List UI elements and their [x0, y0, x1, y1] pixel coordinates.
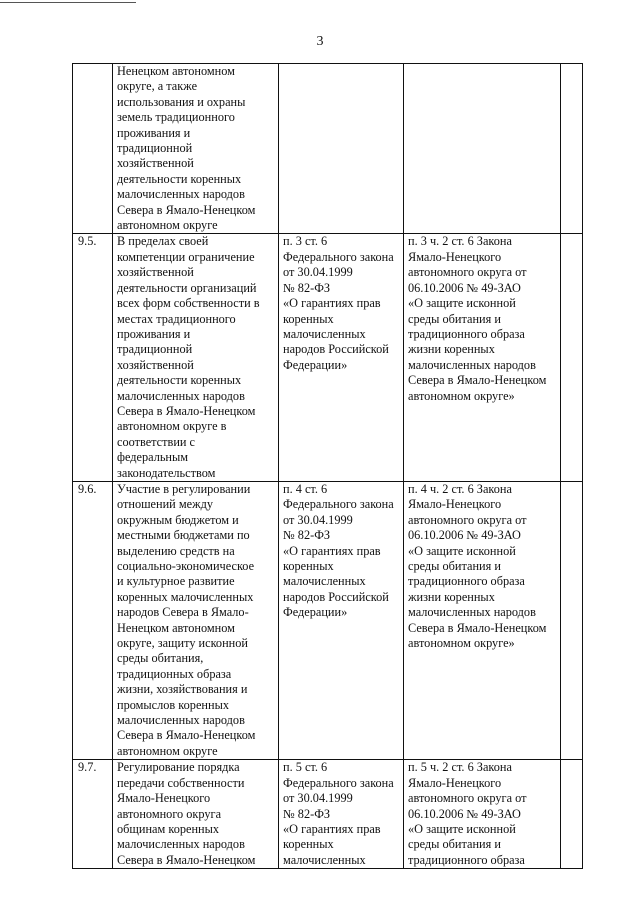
- page-number: 3: [316, 34, 324, 49]
- top-rule: [0, 2, 136, 3]
- authority-description: Участие в регулировании отношений между окружным бюджетом и местными бюджетами по выделению средств на социально-экономическое и культурное развитие коренных малочисленных народов Севера в Ямало- Ненецком автономном округе, защиту исконной среды обитания, традиционных образа жизни, хозяйствования и промыслов коренных малочисленных народов Севера в Ямало-Ненецком автономном округе: [113, 481, 279, 759]
- table-row: [73, 481, 583, 759]
- authority-description: Ненецком автономном округе, а также использования и охраны земель традиционного проживания и традиционной хозяйственной деятельности коренных малочисленных народов Севера в Ямало-Ненецком автономном округе: [113, 64, 279, 234]
- federal-law-reference: п. 3 ст. 6 Федерального закона от 30.04.1999 № 82-ФЗ «О гарантиях прав коренных малочисленных народов Российской Федерации»: [279, 234, 404, 482]
- document-table: [72, 63, 583, 869]
- table-row: [73, 760, 583, 869]
- extra-cell: [561, 64, 583, 234]
- regional-law-reference: п. 5 ч. 2 ст. 6 Закона Ямало-Ненецкого автономного округа от 06.10.2006 № 49-ЗАО «О защите исконной среды обитания и традиционного образа: [404, 760, 561, 869]
- extra-cell: [561, 234, 583, 482]
- authority-description: Регулирование порядка передачи собственности Ямало-Ненецкого автономного округа общинам коренных малочисленных народов Севера в Ямало-Ненецком: [113, 760, 279, 869]
- authority-description: В пределах своей компетенции ограничение хозяйственной деятельности организаций всех форм собственности в местах традиционного проживания и традиционной хозяйственной деятельности коренных малочисленных народов Севера в Ямало-Ненецком автономном округе в соответствии с федеральным законодательством: [113, 234, 279, 482]
- row-number: 9.5.: [73, 234, 113, 482]
- row-number: 9.6.: [73, 481, 113, 759]
- regional-law-reference: п. 4 ч. 2 ст. 6 Закона Ямало-Ненецкого автономного округа от 06.10.2006 № 49-ЗАО «О защите исконной среды обитания и традиционного образа жизни коренных малочисленных народов Севера в Ямало-Ненецком автономном округе»: [404, 481, 561, 759]
- table-row: [73, 234, 583, 482]
- row-number: [73, 64, 113, 234]
- federal-law-reference: п. 4 ст. 6 Федерального закона от 30.04.1999 № 82-ФЗ «О гарантиях прав коренных малочисленных народов Российской Федерации»: [279, 481, 404, 759]
- table-row: [73, 64, 583, 234]
- regional-law-reference: [404, 64, 561, 234]
- extra-cell: [561, 760, 583, 869]
- federal-law-reference: п. 5 ст. 6 Федерального закона от 30.04.1999 № 82-ФЗ «О гарантиях прав коренных малочисленных: [279, 760, 404, 869]
- regional-law-reference: п. 3 ч. 2 ст. 6 Закона Ямало-Ненецкого автономного округа от 06.10.2006 № 49-ЗАО «О защите исконной среды обитания и традиционного образа жизни коренных малочисленных народов Севера в Ямало-Ненецком автономном округе»: [404, 234, 561, 482]
- row-number: 9.7.: [73, 760, 113, 869]
- extra-cell: [561, 481, 583, 759]
- federal-law-reference: [279, 64, 404, 234]
